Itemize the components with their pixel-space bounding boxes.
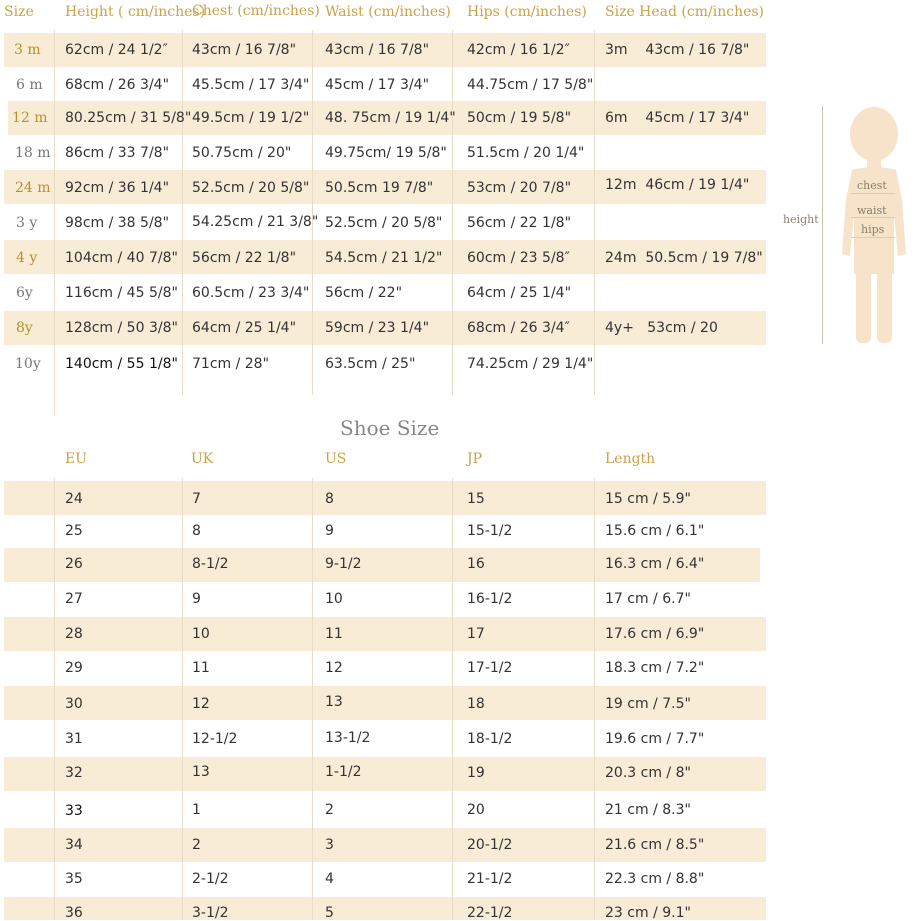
column-divider <box>312 478 313 920</box>
us-value: 1-1/2 <box>325 764 362 780</box>
height-value: 140cm / 55 1/8" <box>65 356 178 372</box>
size-label: 24 m <box>15 180 51 196</box>
length-value: 19 cm / 7.5" <box>605 696 691 712</box>
chest-line <box>851 193 895 194</box>
length-value: 17.6 cm / 6.9" <box>605 626 705 642</box>
length-value: 19.6 cm / 7.7" <box>605 731 705 747</box>
waist-line <box>851 217 895 218</box>
size-label: 10y <box>15 356 41 372</box>
column-divider <box>594 478 595 920</box>
eu-value: 34 <box>65 837 83 853</box>
uk-value: 8-1/2 <box>192 556 229 572</box>
uk-value: 11 <box>192 660 210 676</box>
header-eu: EU <box>65 451 88 467</box>
chest-value: 64cm / 25 1/4" <box>192 320 297 336</box>
head-value: 6m 45cm / 17 3/4" <box>605 110 750 126</box>
waist-value: 59cm / 23 1/4" <box>325 320 430 336</box>
jp-value: 15 <box>467 491 485 507</box>
height-value: 62cm / 24 1/2″ <box>65 42 168 58</box>
height-value: 86cm / 33 7/8" <box>65 145 170 161</box>
header-jp: JP <box>467 451 483 467</box>
chest-value: 54.25cm / 21 3/8" <box>192 214 319 230</box>
size-label: 12 m <box>12 110 48 126</box>
height-value: 98cm / 38 5/8" <box>65 215 170 231</box>
hips-label: hips <box>861 223 885 236</box>
column-divider <box>594 30 595 395</box>
jp-value: 20-1/2 <box>467 837 513 853</box>
chest-value: 45.5cm / 17 3/4" <box>192 77 310 93</box>
uk-value: 2 <box>192 837 201 853</box>
size-label: 8y <box>16 320 33 336</box>
head-value: 4y+ 53cm / 20 <box>605 320 718 336</box>
head-value: 12m 46cm / 19 1/4" <box>605 177 750 193</box>
eu-value: 32 <box>65 765 83 781</box>
uk-value: 13 <box>192 764 210 780</box>
waist-value: 56cm / 22" <box>325 285 403 301</box>
eu-value: 30 <box>65 696 83 712</box>
column-divider <box>54 30 55 415</box>
hips-line <box>851 237 895 238</box>
height-line <box>822 106 823 344</box>
chest-value: 56cm / 22 1/8" <box>192 250 297 266</box>
waist-value: 54.5cm / 21 1/2" <box>325 250 443 266</box>
chest-value: 49.5cm / 19 1/2" <box>192 110 310 126</box>
jp-value: 17-1/2 <box>467 660 513 676</box>
us-value: 13-1/2 <box>325 730 371 746</box>
uk-value: 12-1/2 <box>192 731 238 747</box>
column-divider <box>182 478 183 920</box>
column-divider <box>452 30 453 395</box>
length-value: 21 cm / 8.3" <box>605 802 691 818</box>
uk-value: 8 <box>192 523 201 539</box>
length-value: 15.6 cm / 6.1" <box>605 523 705 539</box>
jp-value: 15-1/2 <box>467 523 513 539</box>
us-value: 4 <box>325 871 334 887</box>
hips-value: 68cm / 26 3/4″ <box>467 320 570 336</box>
header-us: US <box>325 451 347 467</box>
waist-value: 52.5cm / 20 5/8" <box>325 215 443 231</box>
height-value: 116cm / 45 5/8" <box>65 285 178 301</box>
height-value: 68cm / 26 3/4" <box>65 77 170 93</box>
height-value: 128cm / 50 3/8" <box>65 320 178 336</box>
height-label: height <box>783 213 819 226</box>
eu-value: 35 <box>65 871 83 887</box>
waist-label: waist <box>857 204 887 217</box>
jp-value: 16-1/2 <box>467 591 513 607</box>
jp-value: 21-1/2 <box>467 871 513 887</box>
size-label: 18 m <box>15 145 51 161</box>
waist-value: 50.5cm 19 7/8" <box>325 180 434 196</box>
hips-value: 60cm / 23 5/8″ <box>467 250 570 266</box>
eu-value: 36 <box>65 905 83 921</box>
us-value: 9 <box>325 523 334 539</box>
length-value: 17 cm / 6.7" <box>605 591 691 607</box>
uk-value: 7 <box>192 491 201 507</box>
chest-value: 71cm / 28" <box>192 356 270 372</box>
header-length: Length <box>605 451 656 467</box>
hips-value: 53cm / 20 7/8" <box>467 180 572 196</box>
us-value: 9-1/2 <box>325 556 362 572</box>
uk-value: 3-1/2 <box>192 905 229 921</box>
chest-value: 52.5cm / 20 5/8" <box>192 180 310 196</box>
chest-value: 43cm / 16 7/8" <box>192 42 297 58</box>
jp-value: 18 <box>467 696 485 712</box>
uk-value: 2-1/2 <box>192 871 229 887</box>
us-value: 12 <box>325 660 343 676</box>
eu-value: 29 <box>65 660 83 676</box>
header-uk: UK <box>191 451 214 467</box>
header-size: Size <box>4 4 34 20</box>
shoe-size-title: Shoe Size <box>340 416 440 440</box>
uk-value: 10 <box>192 626 210 642</box>
header-height: Height ( cm/inches) <box>65 4 206 20</box>
chest-value: 50.75cm / 20" <box>192 145 292 161</box>
hips-value: 51.5cm / 20 1/4" <box>467 145 585 161</box>
uk-value: 12 <box>192 696 210 712</box>
chest-value: 60.5cm / 23 3/4" <box>192 285 310 301</box>
header-head: Size Head (cm/inches) <box>605 4 765 20</box>
us-value: 10 <box>325 591 343 607</box>
waist-value: 45cm / 17 3/4" <box>325 77 430 93</box>
us-value: 5 <box>325 905 334 921</box>
length-value: 18.3 cm / 7.2" <box>605 660 705 676</box>
waist-value: 43cm / 16 7/8" <box>325 42 430 58</box>
size-label: 3 m <box>14 42 41 58</box>
hips-value: 42cm / 16 1/2″ <box>467 42 570 58</box>
eu-value: 24 <box>65 491 83 507</box>
eu-value: 28 <box>65 626 83 642</box>
us-value: 13 <box>325 694 343 710</box>
us-value: 8 <box>325 491 334 507</box>
jp-value: 22-1/2 <box>467 905 513 921</box>
eu-value: 25 <box>65 523 83 539</box>
size-label: 3 y <box>16 215 38 231</box>
length-value: 20.3 cm / 8" <box>605 765 691 781</box>
size-label: 6y <box>16 285 33 301</box>
jp-value: 20 <box>467 802 485 818</box>
length-value: 15 cm / 5.9" <box>605 491 691 507</box>
header-chest: Chest (cm/inches) <box>192 3 320 19</box>
us-value: 11 <box>325 626 343 642</box>
eu-value: 31 <box>65 731 83 747</box>
waist-value: 49.75cm/ 19 5/8" <box>325 145 447 161</box>
column-divider <box>54 478 55 920</box>
length-value: 23 cm / 9.1" <box>605 905 691 921</box>
column-divider <box>312 30 313 395</box>
eu-value: 33 <box>65 803 83 819</box>
height-value: 92cm / 36 1/4" <box>65 180 170 196</box>
column-divider <box>452 478 453 920</box>
chest-label: chest <box>857 179 887 192</box>
size-label: 4 y <box>16 250 38 266</box>
hips-value: 44.75cm / 17 5/8" <box>467 77 594 93</box>
hips-value: 74.25cm / 29 1/4" <box>467 356 594 372</box>
hips-value: 64cm / 25 1/4" <box>467 285 572 301</box>
jp-value: 16 <box>467 556 485 572</box>
jp-value: 17 <box>467 626 485 642</box>
head-value: 24m 50.5cm / 19 7/8" <box>605 250 763 266</box>
header-waist: Waist (cm/inches) <box>325 4 451 20</box>
jp-value: 18-1/2 <box>467 731 513 747</box>
eu-value: 27 <box>65 591 83 607</box>
height-value: 80.25cm / 31 5/8" <box>65 110 192 126</box>
head-value: 3m 43cm / 16 7/8" <box>605 42 750 58</box>
column-divider <box>182 30 183 395</box>
waist-value: 63.5cm / 25" <box>325 356 416 372</box>
hips-value: 56cm / 22 1/8" <box>467 215 572 231</box>
us-value: 2 <box>325 802 334 818</box>
size-label: 6 m <box>16 77 43 93</box>
hips-value: 50cm / 19 5/8" <box>467 110 572 126</box>
us-value: 3 <box>325 837 334 853</box>
length-value: 16.3 cm / 6.4" <box>605 556 705 572</box>
length-value: 21.6 cm / 8.5" <box>605 837 705 853</box>
uk-value: 9 <box>192 591 201 607</box>
eu-value: 26 <box>65 556 83 572</box>
waist-value: 48. 75cm / 19 1/4" <box>325 110 456 126</box>
uk-value: 1 <box>192 802 201 818</box>
length-value: 22.3 cm / 8.8" <box>605 871 705 887</box>
height-value: 104cm / 40 7/8" <box>65 250 178 266</box>
jp-value: 19 <box>467 765 485 781</box>
header-hips: Hips (cm/inches) <box>467 4 587 20</box>
